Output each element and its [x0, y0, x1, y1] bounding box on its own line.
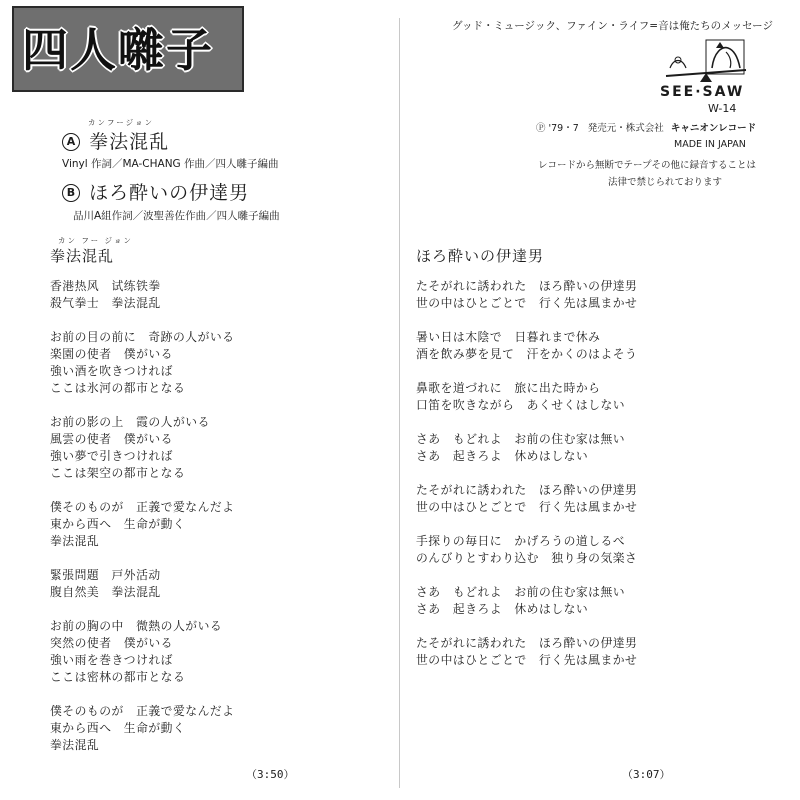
lyrics-b-line: 鼻歌を道づれに 旅に出た時から: [416, 381, 601, 395]
lyrics-a-ruby: カン フー ジョン: [58, 236, 133, 245]
lyrics-a-line: 僕そのものが 正義で愛なんだよ: [50, 704, 235, 718]
lyrics-b-title: ほろ酔いの伊達男: [416, 247, 545, 265]
lyrics-a-line: 強い酒を吹きつければ: [50, 364, 173, 378]
distributor-name: キャニオンレコード: [670, 123, 757, 134]
lyrics-b-line: 酒を飲み夢を見て 汗をかくのはよそう: [416, 347, 638, 361]
lyrics-a-stanza: [50, 499, 234, 550]
lyrics-a-line: お前の胸の中 微熱の人がいる: [50, 619, 223, 633]
catalog-number: W-14: [708, 102, 737, 115]
side-b-badge: B: [62, 184, 80, 202]
lyrics-a-line: 僕そのものが 正義で愛なんだよ: [50, 500, 235, 514]
lyrics-a-stanza: [50, 567, 234, 601]
lyrics-a-line: 強い雨を巻きつければ: [50, 653, 173, 667]
lyrics-b-stanza: [416, 380, 637, 414]
lyrics-b-line: のんびりとすわり込む 独り身の気楽さ: [416, 551, 638, 565]
lyrics-a-line: 香港热风 试练铁拳: [50, 279, 161, 293]
lyrics-a-line: ここは氷河の都市となる: [50, 381, 186, 395]
lyrics-a-stanza: [50, 329, 234, 397]
lyrics-b-line: 暑い日は木陰で 日暮れまで休み: [416, 330, 601, 344]
lyrics-a-stanza: [50, 278, 234, 312]
track-a-duration: （3:50）: [246, 768, 295, 781]
made-in-japan: MADE IN JAPAN: [674, 139, 746, 150]
track-b-title: ほろ酔いの伊達男: [89, 182, 250, 204]
lyrics-b-line: さあ 起きろよ 休めはしない: [416, 449, 589, 463]
label-name: SEE·SAW: [660, 84, 745, 100]
seesaw-logo-icon: [656, 38, 752, 88]
track-b-duration: （3:07）: [622, 768, 671, 781]
lyrics-a-line: お前の影の上 霞の人がいる: [50, 415, 210, 429]
lyrics-a-stanza: [50, 703, 234, 754]
lyrics-a-line: 拳法混乱: [50, 534, 100, 548]
lyrics-b-stanza: [416, 482, 637, 516]
track-a-credits: Vinyl 作詞／MA-CHANG 作曲／四人囃子編曲: [62, 158, 279, 170]
track-b-credits: 品川A組作詞／波聖善佐作曲／四人囃子編曲: [73, 210, 280, 222]
lyrics-b-stanza: [416, 533, 637, 567]
column-divider: [399, 18, 400, 788]
side-a-badge: A: [62, 133, 80, 151]
lyrics-b-line: たそがれに誘われた ほろ酔いの伊達男: [416, 636, 638, 650]
lyrics-a-line: 緊張問題 戸外活动: [50, 568, 161, 582]
copyright-line-1: レコードから無断でテープその他に録音することは: [538, 160, 757, 171]
track-a-title: 拳法混乱: [89, 131, 170, 153]
lyrics-a-line: 楽園の使者 僕がいる: [50, 347, 173, 361]
lyrics-a-line: 風雲の使者 僕がいる: [50, 432, 173, 446]
release-distributor-line: [536, 120, 756, 134]
lyrics-a-line: 東から西へ 生命が動く: [50, 721, 186, 735]
track-a-header: [62, 127, 169, 154]
lyrics-a-line: 拳法混乱: [50, 738, 100, 752]
seesaw-logo: [656, 38, 752, 118]
lyrics-b-stanza: [416, 584, 637, 618]
lyrics-b-line: たそがれに誘われた ほろ酔いの伊達男: [416, 279, 638, 293]
lyrics-a-line: 強い夢で引きつければ: [50, 449, 173, 463]
lyrics-a-line: ここは密林の都市となる: [50, 670, 186, 684]
release-date: Ⓟ '79・7: [536, 123, 579, 134]
track-a-ruby: カンフージョン: [88, 118, 154, 127]
lyrics-b-line: 手探りの毎日に かげろうの道しるべ: [416, 534, 626, 548]
lyrics-a-title: 拳法混乱: [50, 247, 115, 265]
lyrics-b-stanza: [416, 635, 637, 669]
copyright-line-2: 法律で禁じられております: [608, 177, 723, 188]
lyrics-b-line: さあ 起きろよ 休めはしない: [416, 602, 589, 616]
lyrics-b-line: たそがれに誘われた ほろ酔いの伊達男: [416, 483, 638, 497]
lyrics-a-line: 殺气拳士 拳法混乱: [50, 296, 161, 310]
lyrics-b-line: 世の中はひとごとで 行く先は風まかせ: [416, 500, 638, 514]
lyrics-b-stanza: [416, 329, 637, 363]
lyrics-a-line: 腹自然美 拳法混乱: [50, 585, 161, 599]
lyrics-a-stanza: [50, 618, 234, 686]
lyrics-b-line: さあ もどれよ お前の住む家は無い: [416, 585, 626, 599]
lyrics-a-body: [50, 278, 234, 771]
slogan: グッド・ミュージック、ファイン・ライフ=音は俺たちのメッセージ: [452, 20, 773, 32]
artist-title-box: [12, 6, 244, 92]
lyrics-a-line: ここは架空の都市となる: [50, 466, 186, 480]
lyrics-b-stanza: [416, 431, 637, 465]
distributor-prefix: 発売元・株式会社: [587, 123, 664, 134]
lyrics-b-line: 世の中はひとごとで 行く先は風まかせ: [416, 653, 638, 667]
lyrics-b-body: [416, 278, 637, 686]
track-b-header: [62, 178, 249, 205]
lyrics-b-line: 世の中はひとごとで 行く先は風まかせ: [416, 296, 638, 310]
lyrics-b-line: 口笛を吹きながら あくせくはしない: [416, 398, 626, 412]
lyrics-a-stanza: [50, 414, 234, 482]
lyrics-a-line: 突然の使者 僕がいる: [50, 636, 173, 650]
lyrics-a-line: 東から西へ 生命が動く: [50, 517, 186, 531]
artist-title: 四人囃子: [22, 23, 214, 77]
lyrics-b-line: さあ もどれよ お前の住む家は無い: [416, 432, 626, 446]
lyrics-b-stanza: [416, 278, 637, 312]
lyrics-a-line: お前の目の前に 奇跡の人がいる: [50, 330, 235, 344]
